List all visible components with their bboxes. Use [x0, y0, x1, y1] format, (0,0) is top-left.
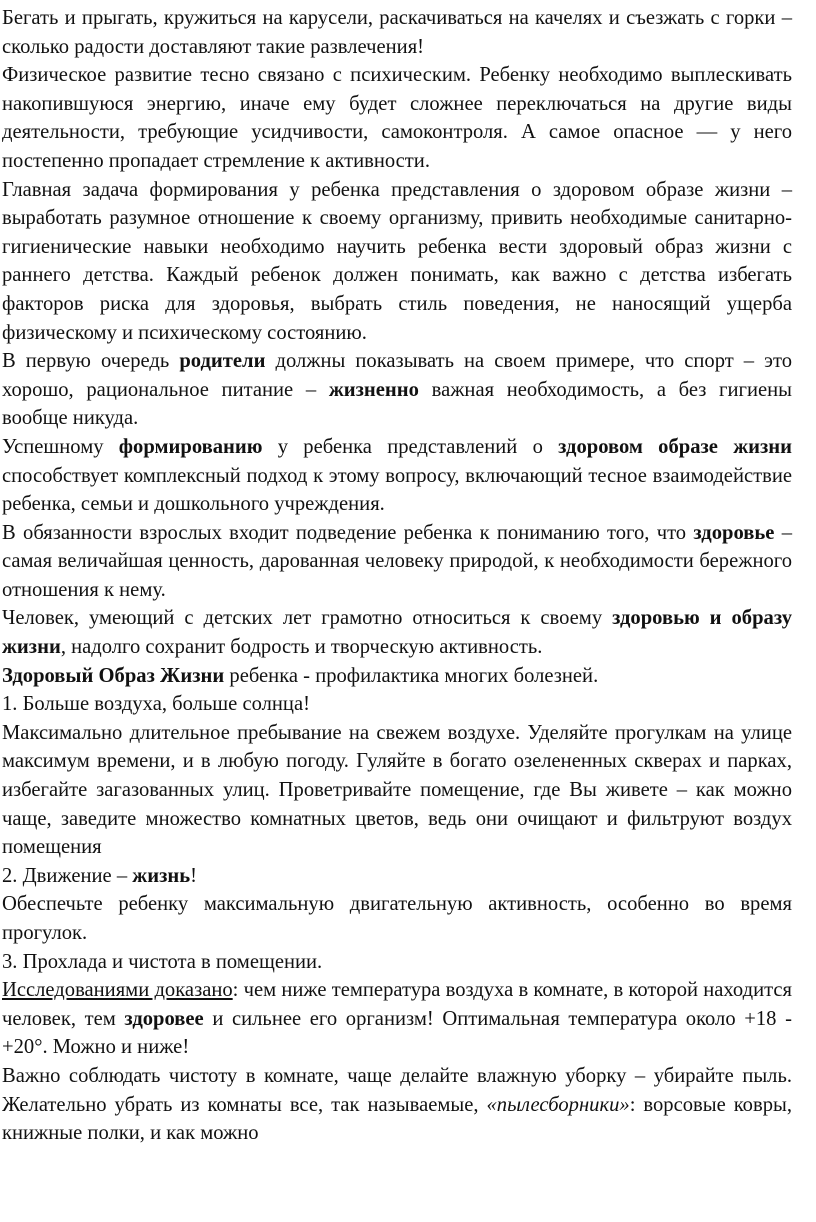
paragraph-p15 [2, 1062, 792, 1148]
text-run: Максимально длительное пребывание на свежем воздухе. Уделяйте прогулкам на улице максимум времени, и в любую погоду. Гуляйте в богато озелененных скверах и парках, избегайте загазованных улиц. Проветривайте помещение, где Вы живете – как можно чаще, заведите множество комнатных цветов, ведь они очищают и фильтруют воздух помещения [2, 721, 792, 859]
text-run: , надолго сохранит бодрость и творческую активность. [60, 636, 543, 659]
paragraph-p7 [2, 604, 792, 661]
paragraph-p1 [2, 4, 792, 61]
paragraph-p2 [2, 61, 792, 175]
text-run: способствует комплексный подход к этому вопросу, включающий тесное взаимодействие ребенка, семьи и дошкольного учреждения. [2, 464, 792, 516]
text-run: должны показывать на своем примере, что спорт – это хорошо, рациональное питание – [2, 350, 792, 401]
text-run: В обязанности взрослых входит подведение ребенка к пониманию того, что [2, 521, 694, 544]
text-run: ! [190, 864, 197, 887]
paragraph-p12 [2, 890, 792, 947]
paragraph-p10 [2, 719, 792, 862]
bold-text: жизненно [328, 378, 419, 401]
text-run: Физическое развитие тесно связано с психическим. Ребенку необходимо выплескивать накопившуюся энергию, иначе ему будет сложнее переключаться на другие виды деятельности, требующие усидчивости, самоконтроля. А самое опасное — у него постепенно пропадает стремление к активности. [2, 64, 792, 172]
text-run: 3. Прохлада и чистота в помещении. [2, 950, 323, 973]
text-run: у ребенка представлений о [262, 435, 559, 458]
text-run: Главная задача формирования у ребенка представления о здоровом образе жизни –выработать разумное отношение к своему организму, привить необходимые санитарно-гигиенические навыки необходимо научить ребенка вести здоровый образ жизни с раннего детства. Каждый ребенок должен понимать, как важно с детства избегать факторов риска для здоровья, выбрать стиль поведения, не наносящий ущерба физическому и психическому состоянию. [2, 178, 792, 344]
paragraph-p13 [2, 948, 792, 977]
paragraph-p8 [2, 662, 792, 691]
text-run: важная необходимость, а без гигиены вообще никуда. [2, 378, 792, 430]
text-run: Человек, умеющий с детских лет грамотно относиться к своему [2, 607, 613, 630]
text-run: Обеспечьте ребенку максимальную двигательную активность, особенно во время прогулок. [2, 893, 792, 944]
underlined-text: Исследованиями доказано [2, 979, 233, 1002]
text-run: : ворсовые ковры, книжные полки, и как можно [2, 1093, 792, 1145]
text-run: 2. Движение – [2, 864, 133, 887]
bold-text: Здоровый Образ Жизни [2, 664, 225, 687]
text-run: : чем ниже температура воздуха в комнате, в которой находится человек, тем [2, 979, 792, 1030]
paragraph-p14 [2, 976, 792, 1062]
paragraph-p5 [2, 433, 792, 519]
paragraph-p9 [2, 690, 792, 719]
bold-text: формированию [118, 435, 263, 458]
paragraph-p11 [2, 862, 792, 891]
bold-text: здоровье [693, 521, 775, 544]
text-run: – самая величайшая ценность, дарованная человеку природой, к необходимости бережного отношения к нему. [2, 521, 792, 601]
bold-text: здоровью и образу жизни [2, 607, 792, 659]
text-run: Важно соблюдать чистоту в комнате, чаще делайте влажную уборку – убирайте пыль. Желательно убрать из комнаты все, так называемые, [2, 1064, 792, 1116]
paragraph-p6 [2, 519, 792, 605]
text-run: В первую очередь [2, 350, 180, 373]
text-run: Бегать и прыгать, кружиться на карусели, раскачиваться на качелях и съезжать с горки – сколько радости доставляют такие развлечения! [2, 7, 792, 58]
text-run: 1. Больше воздуха, больше солнца! [2, 693, 310, 716]
bold-text: здоровом образе жизни [558, 435, 793, 458]
paragraph-p4 [2, 347, 792, 433]
text-run: ребенка - профилактика многих болезней. [224, 664, 599, 687]
bold-text: жизнь [132, 864, 191, 887]
bold-text: здоровее [124, 1007, 204, 1030]
italic-text: «пылесборники» [486, 1093, 630, 1116]
bold-text: родители [179, 350, 266, 373]
text-run: Успешному [2, 435, 119, 458]
paragraph-p3 [2, 176, 792, 348]
text-run: и сильнее его организм! Оптимальная температура около +18 - +20°. Можно и ниже! [2, 1007, 792, 1059]
